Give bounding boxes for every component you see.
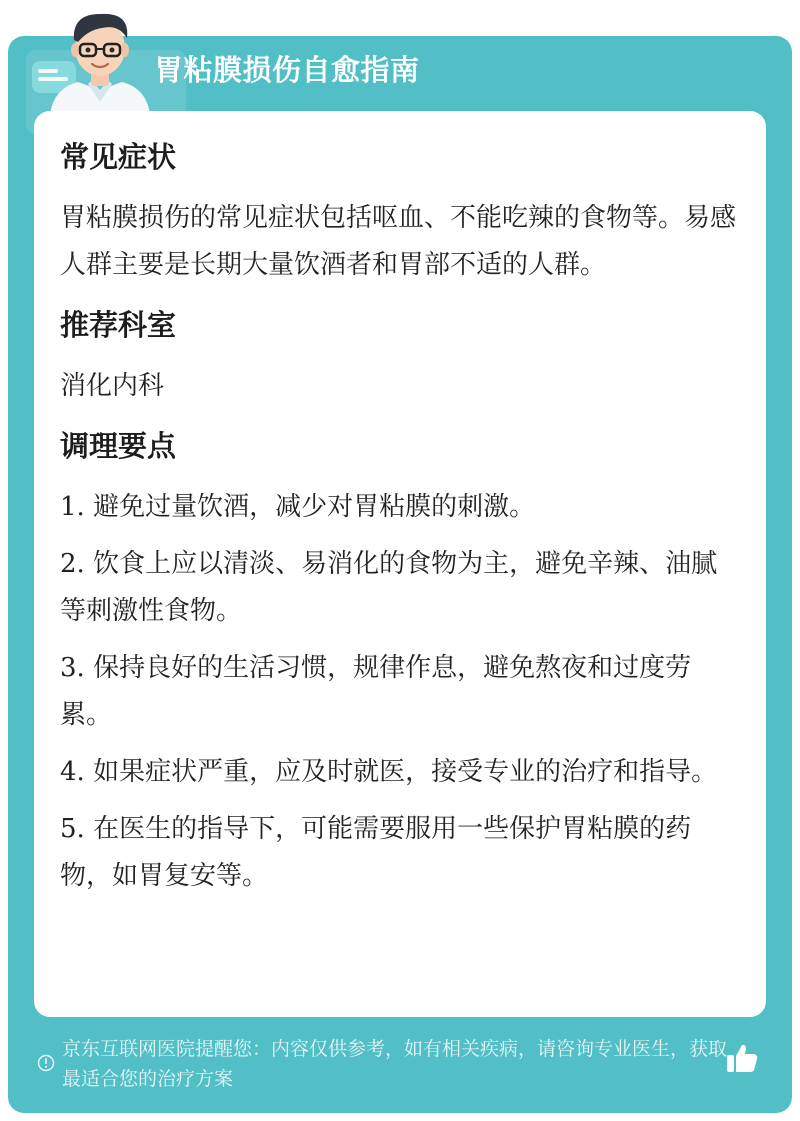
thumbs-up-icon[interactable] — [724, 1040, 760, 1076]
list-item — [60, 806, 740, 900]
list-item-number: 1. — [60, 492, 85, 522]
doctor-avatar — [44, 6, 156, 114]
list-item — [60, 484, 740, 531]
list-item-number: 4. — [60, 757, 85, 787]
list-item-number: 3. — [60, 653, 85, 683]
list-item-text: 避免过量饮酒，减少对胃粘膜的刺激。 — [93, 492, 536, 522]
page-title: 胃粘膜损伤自愈指南 — [154, 53, 420, 87]
department-heading: 推荐科室 — [60, 308, 177, 342]
list-item — [60, 645, 740, 739]
info-circle-icon — [37, 1054, 55, 1072]
list-item — [60, 541, 740, 635]
department-text: 消化内科 — [60, 371, 165, 401]
list-item-text: 在医生的指导下，可能需要服用一些保护胃粘膜的药物，如胃复安等。 — [60, 814, 692, 891]
list-item-text: 如果症状严重，应及时就医，接受专业的治疗和指导。 — [93, 757, 718, 787]
list-item-number: 2. — [60, 549, 85, 579]
symptoms-heading: 常见症状 — [60, 140, 177, 174]
content-card — [34, 111, 766, 1017]
list-item-text: 饮食上应以清淡、易消化的食物为主，避免辛辣、油腻等刺激性食物。 — [60, 549, 718, 626]
list-item-number: 5. — [60, 814, 85, 844]
list-item-text: 保持良好的生活习惯，规律作息，避免熬夜和过度劳累。 — [60, 653, 692, 730]
care-heading: 调理要点 — [60, 429, 177, 463]
list-item — [60, 749, 740, 796]
disclaimer-text: 京东互联网医院提醒您：内容仅供参考，如有相关疾病，请咨询专业医生，获取最适合您的治疗方案 — [62, 1038, 728, 1090]
symptoms-text: 胃粘膜损伤的常见症状包括呕血、不能吃辣的食物等。易感人群主要是长期大量饮酒者和胃部不适的人群。 — [60, 203, 737, 280]
